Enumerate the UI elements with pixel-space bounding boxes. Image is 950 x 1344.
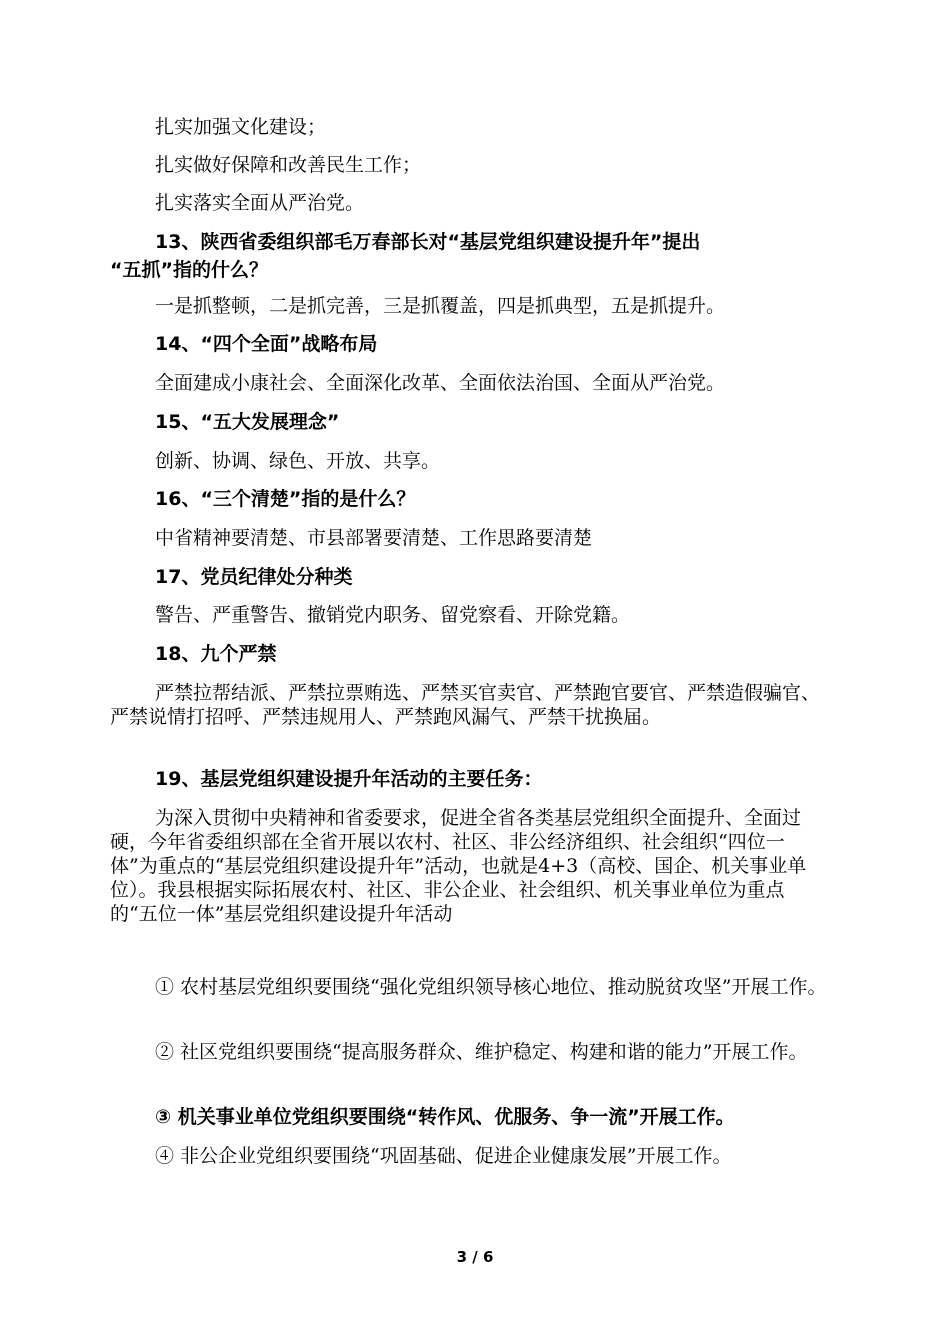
- question-19: 19、基层党组织建设提升年活动的主要任务：: [155, 768, 543, 790]
- answer-18: 严禁拉帮结派、严禁拉票贿选、严禁买官卖官、严禁跑官要官、严禁造假骗官、严禁说情打招呼、严禁违规用人、严禁跑风漏气、严禁干扰换届。: [110, 682, 821, 728]
- question-15: 15、“五大发展理念”: [155, 411, 340, 433]
- question-13-cont: “五抓”指的什么？: [110, 259, 268, 281]
- question-18: 18、九个严禁: [155, 643, 277, 665]
- task-item-3: ③ 机关事业单位党组织要围绕“转作风、优服务、争一流”开展工作。: [155, 1106, 735, 1128]
- text-line: 扎实做好保障和改善民生工作；: [155, 154, 422, 176]
- task-item-1: ① 农村基层党组织要围绕“强化党组织领导核心地位、推动脱贫攻坚”开展工作。: [155, 976, 827, 998]
- task-item-2: ② 社区党组织要围绕“提高服务群众、维护稳定、构建和谐的能力”开展工作。: [155, 1041, 808, 1063]
- question-13: 13、陕西省委组织部毛万春部长对“基层党组织建设提升年”提出: [155, 231, 701, 253]
- answer-19: 为深入贯彻中央精神和省委要求，促进全省各类基层党组织全面提升、全面过硬，今年省委组织部在全省开展以农村、社区、非公经济组织、社会组织“四位一体”为重点的“基层党组织建设提升年”活动，也就是4+3（高校、国企、机关事业单位）。我县根据实际拓展农村、社区、非公企业、社会组织、机关事业单位为重点的“五位一体”基层党组织建设提升年活动: [110, 807, 807, 925]
- answer-17: 警告、严重警告、撤销党内职务、留党察看、开除党籍。: [155, 604, 631, 626]
- question-14: 14、“四个全面”战略布局: [155, 333, 378, 355]
- task-item-4: ④ 非公企业党组织要围绕“巩固基础、促进企业健康发展”开展工作。: [155, 1145, 732, 1167]
- text-line: 扎实加强文化建设；: [155, 116, 327, 138]
- answer-13: 一是抓整顿，二是抓完善，三是抓覆盖，四是抓典型，五是抓提升。: [155, 295, 726, 317]
- answer-14: 全面建成小康社会、全面深化改革、全面依法治国、全面从严治党。: [155, 372, 726, 394]
- answer-15: 创新、协调、绿色、开放、共享。: [155, 450, 441, 472]
- question-16: 16、“三个清楚”指的是什么？: [155, 488, 416, 510]
- answer-16: 中省精神要清楚、市县部署要清楚、工作思路要清楚: [155, 527, 593, 549]
- question-17: 17、党员纪律处分种类: [155, 566, 353, 588]
- text-line: 扎实落实全面从严治党。: [155, 192, 365, 214]
- page-number: 3 / 6: [456, 1248, 494, 1266]
